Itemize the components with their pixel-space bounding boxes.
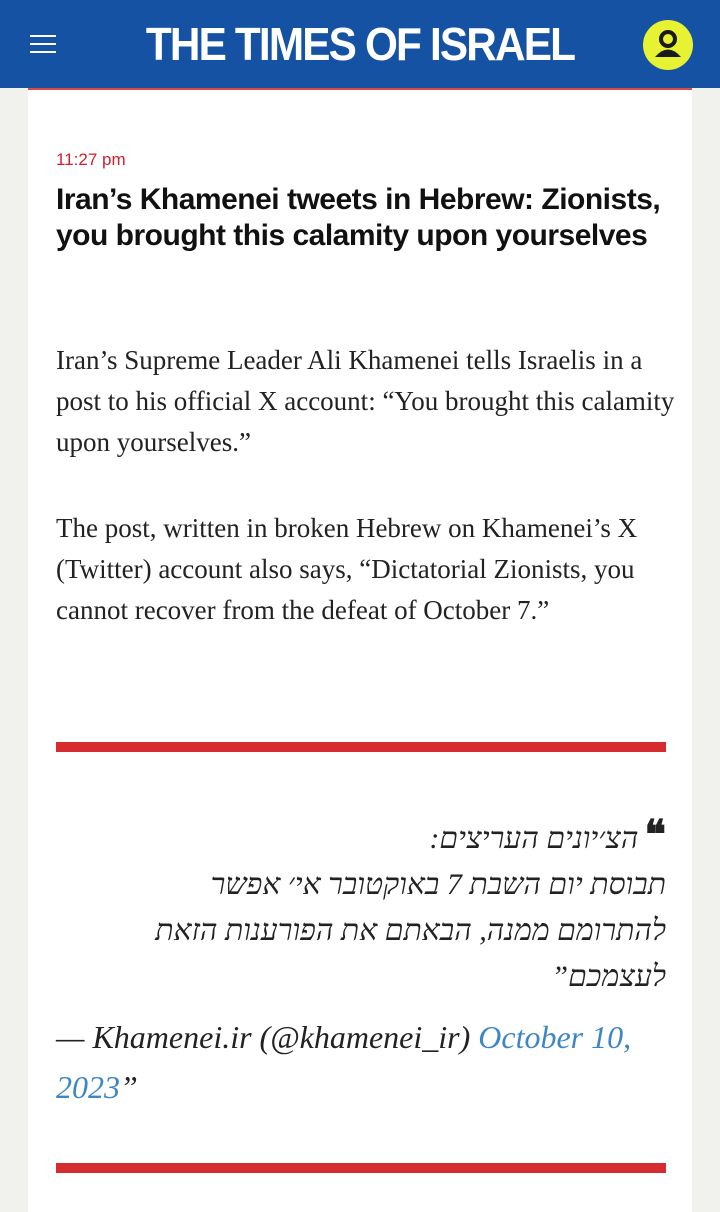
embedded-tweet-quote — [56, 812, 666, 1000]
quote-line: להתרומם ממנה, הבאתם את הפורענות הזאת — [155, 914, 666, 947]
user-account-icon[interactable] — [643, 20, 693, 70]
article-paragraph: Iran’s Supreme Leader Ali Khamenei tells Israelis in a post to his official X account: “You brought this calamity upon yourselves.” — [56, 345, 675, 457]
closing-quote-mark: ” — [120, 1069, 138, 1105]
top-navigation-bar — [0, 0, 720, 88]
quote-mark-icon: ❝ — [644, 812, 666, 857]
quote-line: תבוסת יום השבת 7 באוקטובר אי׳ אפשר — [210, 868, 666, 901]
tweet-author: — Khamenei.ir (@khamenei_ir) — [56, 1019, 471, 1055]
embed-top-border — [56, 742, 666, 752]
tweet-date-link[interactable]: October 10, 2023 — [56, 1019, 632, 1105]
embed-bottom-border — [56, 1163, 666, 1173]
live-blog-entry — [28, 90, 692, 1212]
quote-line: ❝הצ׳יונים העריצים: — [429, 812, 666, 857]
article-paragraph: The post, written in broken Hebrew on Khamenei’s X (Twitter) account also says, “Dictatorial Zionists, you cannot recover from the defeat of October 7.” — [56, 513, 638, 625]
site-logo[interactable]: THE TIMES OF ISRAEL — [145, 18, 575, 70]
entry-headline[interactable]: Iran’s Khamenei tweets in Hebrew: Zionists, you brought this calamity upon yourselves — [56, 183, 661, 252]
quote-line: לעצמכם” — [551, 960, 666, 993]
tweet-attribution — [56, 1012, 666, 1112]
entry-timestamp: 11:27 pm — [56, 150, 126, 169]
